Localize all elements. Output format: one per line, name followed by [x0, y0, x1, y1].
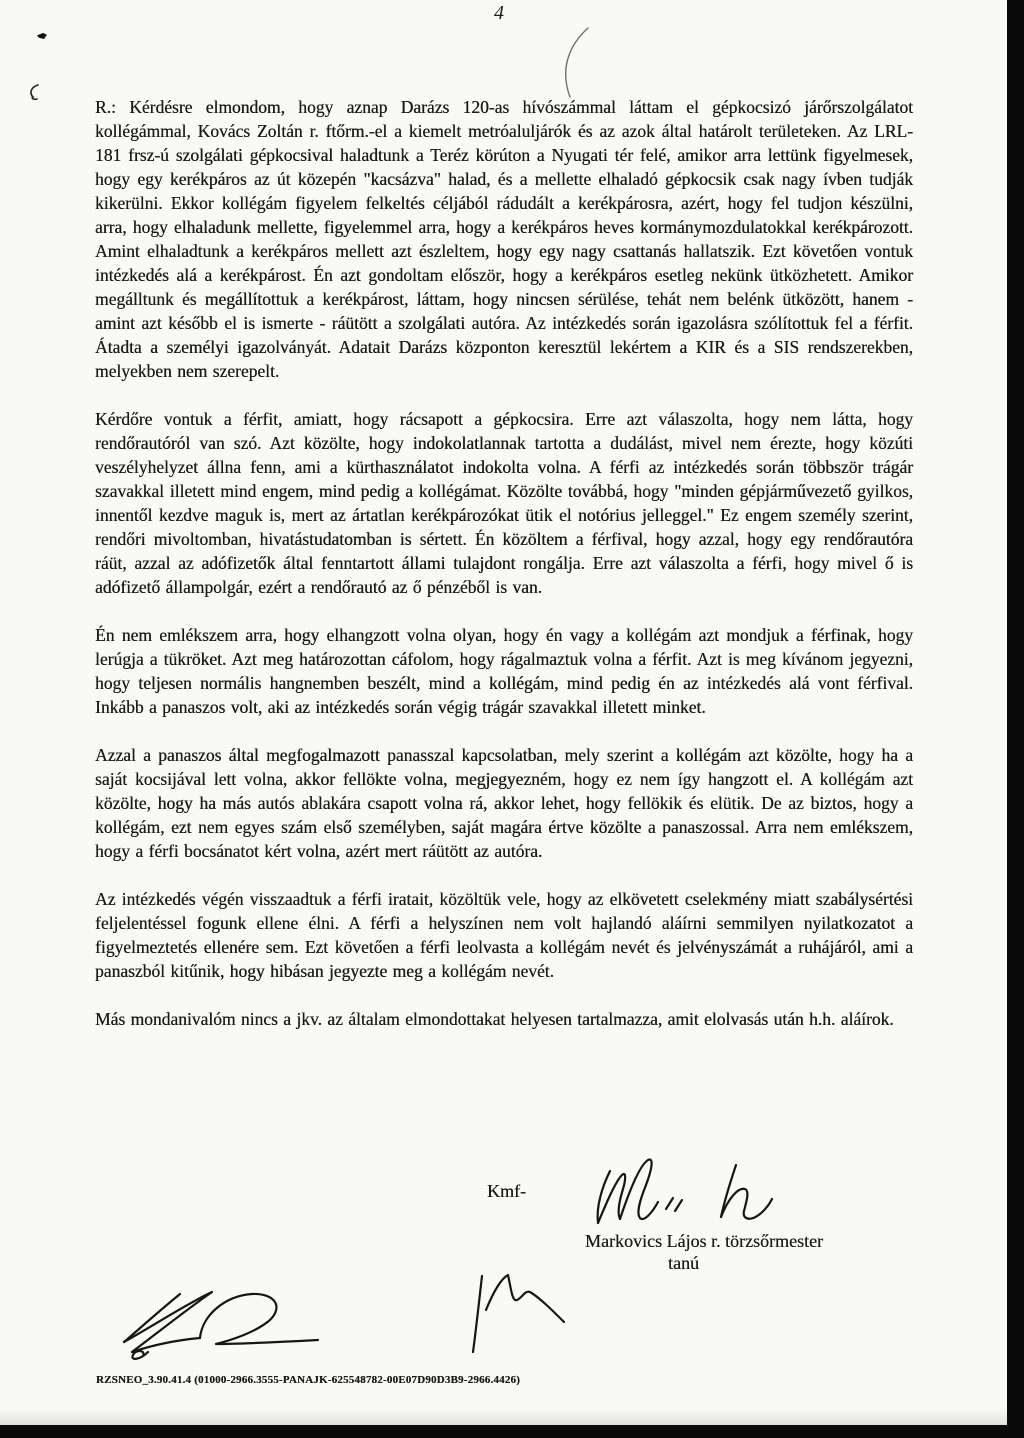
pen-arc-mark	[548, 26, 594, 100]
ink-speck	[37, 33, 47, 39]
witness-signature-scribble	[588, 1153, 788, 1231]
page-number: 4	[494, 2, 504, 24]
witness-name: Markovics Lájos r. törzsőrmester	[585, 1231, 823, 1251]
signature-scribble-middle	[462, 1260, 567, 1360]
scan-edge-bottom	[0, 1425, 1024, 1438]
pen-squiggle-mark	[28, 82, 42, 102]
testimony-paragraph: Én nem emlékszem arra, hogy elhangzott volna olyan, hogy én vagy a kollégám azt mondjuk a férfinak, hogy lerúgja a tükröket. Azt meg határozottan cáfolom, hogy rágalmaztuk volna a férfit. Azt is meg kívánom jegyezni, hogy teljesen normális hangnemben beszélt, mind a kollégám, mind pedig én az intézkedés alá vont férfival. Inkább a panaszos volt, aki az intézkedés során végig trágár szavakkal illetett minket.	[95, 625, 913, 717]
testimony-paragraph: R.: Kérdésre elmondom, hogy aznap Darázs 120-as hívószámmal láttam el gépkocsizó járőrszolgálatot kollégámmal, Kovács Zoltán r. ftőrm.-el a kiemelt metróaluljárók és az azok által határolt területeken. Az LRL-181 frsz-ú szolgálati gépkocsival haladtunk a Teréz körúton a Nyugati tér felé, amikor arra lettünk figyelmesek, hogy egy kerékpáros az út közepén "kacsázva" halad, és a mellette elhaladó gépkocsik csak nagy ívben tudják kikerülni. Ekkor kollégám figyelem felkeltés céljából rádudált a kerékpárosra, azért, hogy fel tudjon készülni, arra, hogy elhaladunk mellette, figyelemmel arra, hogy a kerékpáros heves kormánymozdulatokkal kerékpározott. Amint elhaladtunk a kerékpáros mellett azt észleltem, hogy egy nagy csattanás hallatszik. Ezt követően vontuk intézkedés alá a kerékpárost. Én azt gondoltam először, hogy a kerékpáros esetleg nekünk ütközhetett. Amikor megálltunk és megállítottuk a kerékpárost, láttam, hogy nincsen sérülése, tehát nem belénk ütközött, hanem - amint azt később el is ismerte - ráütött a szolgálati autóra. Az intézkedés során igazolásra szólítottuk fel a férfit. Átadta a személyi igazolványát. Adatait Darázs központon keresztül lekértem a KIR és a SIS rendszerekben, melyekben nem szerepelt.	[95, 97, 913, 381]
closing-mark: Kmf-	[487, 1181, 526, 1201]
testimony-paragraph: Más mondanivalóm nincs a jkv. az általam elmondottakat helyesen tartalmazza, amit elolvasás után h.h. aláírok.	[95, 1009, 894, 1029]
page-footer-code: RZSNEO_3.90.41.4 (01000-2966.3555-PANAJK-625548782-00E07D90D3B9-2966.4426)	[96, 1374, 521, 1386]
testimony-paragraph: Azzal a panaszos által megfogalmazott panasszal kapcsolatban, mely szerint a kollégám azt közölte, hogy ha a saját kocsijával lett volna, akkor fellökte volna, megjegyezném, hogy ez nem így hangzott el. A kollégám azt közölte, hogy ha más autós ablakára csapott volna rá, akkor lehet, hogy fellökik és elütik. De az biztos, hogy a kollégám, ezt nem egyes szám első személyben, saját magára értve közölte a panaszossal. Arra nem emlékszem, hogy a férfi bocsánatot kért volna, azért mert ráütött az autóra.	[95, 745, 913, 861]
signature-scribble-left	[112, 1282, 337, 1360]
scan-edge-right	[1007, 0, 1024, 1438]
testimony-paragraph: Az intézkedés végén visszaadtuk a férfi iratait, közöltük vele, hogy az elkövetett cselekmény miatt szabálysértési feljelentéssel fogunk ellene élni. A férfi a helyszínen nem volt hajlandó aláírni semmilyen nyilatkozatot a figyelmeztetés ellenére sem. Ezt követően a férfi leolvasta a kollégám nevét és jelvényszámát a ruhájáról, ami a panaszból kitűnik, hogy hibásan jegyezte meg a kollégám nevét.	[95, 889, 913, 981]
testimony-paragraph: Kérdőre vontuk a férfit, amiatt, hogy rácsapott a gépkocsira. Erre azt válaszolta, hogy nem látta, hogy rendőrautóról van szó. Azt közölte, hogy indokolatlannak tartotta a dudálást, mivel nem érezte, hogy közúti veszélyhelyzet állna fenn, ami a kürthasználatot indokolta volna. A férfi az intézkedés során többször trágár szavakkal illetett mind engem, mind pedig a kollégámat. Közölte továbbá, hogy "minden gépjárművezető gyilkos, innentől kezdve maguk is, mert az ártatlan kerékpározókat ütik el notórius jelleggel." Ez engem személy szerint, rendőri mivoltomban, hivatástudatomban is sértett. Én közöltem a férfival, hogy azzal, hogy egy rendőrautóra ráüt, azzal az adófizetők által fenntartott állami tulajdont rongálja. Erre azt válaszolta a férfi, hogy mivel ő is adófizető állampolgár, ezért a rendőrautó az ő pénzéből is van.	[95, 409, 913, 597]
testimony-text	[95, 95, 913, 1055]
scan-shadow	[0, 1409, 1024, 1425]
witness-role: tanú	[668, 1253, 699, 1273]
